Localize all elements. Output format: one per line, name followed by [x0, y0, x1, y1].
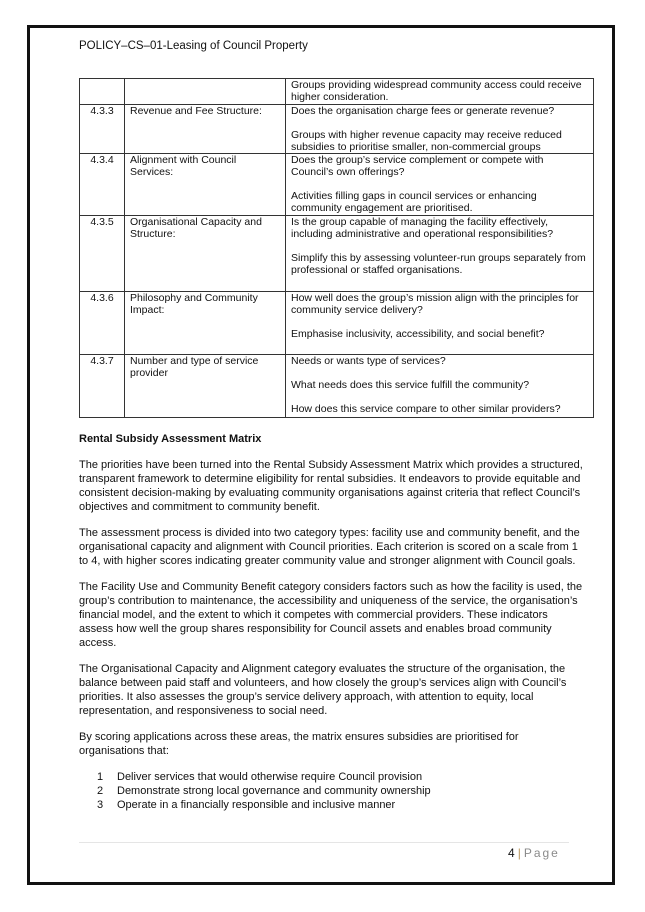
- paragraph: The Organisational Capacity and Alignment category evaluates the structure of the organisation, the balance between paid staff and volunteers, and how closely the group’s services align with Council’s priorities. It also assesses the group’s service delivery approach, with attention to equity, local representation, and responsiveness to social need.: [79, 663, 567, 717]
- row-description: [286, 216, 594, 292]
- list-text: Demonstrate strong local governance and community ownership: [117, 785, 431, 797]
- description-line: Activities filling gaps in council services or enhancing community engagement are prioritised.: [291, 190, 537, 214]
- row-number: [80, 79, 125, 105]
- row-description: [286, 355, 594, 418]
- description-line: Does the organisation charge fees or generate revenue?: [291, 105, 555, 117]
- description-line: Simplify this by assessing volunteer-run groups separately from professional or staffed organisations.: [291, 252, 586, 276]
- priority-list: [79, 770, 584, 812]
- row-number: 4.3.3: [80, 105, 125, 154]
- table-row: [80, 105, 594, 154]
- row-description: [286, 154, 594, 216]
- description-line: Is the group capable of managing the facility effectively, including administrative and operational responsibilities?: [291, 216, 554, 240]
- description-line: How well does the group’s mission align with the principles for community service delivery?: [291, 292, 579, 316]
- table-row: [80, 292, 594, 355]
- paragraph: The priorities have been turned into the Rental Subsidy Assessment Matrix which provides a structured, transparent framework to determine eligibility for rental subsidies. It endeavors to provide equitable and consistent decision-making by evaluating community organisations against criteria that reflect Council’s objectives and commitment to community benefit.: [79, 459, 583, 513]
- section-heading: Rental Subsidy Assessment Matrix: [79, 433, 262, 445]
- list-item: [79, 798, 584, 812]
- description-line: Needs or wants type of services?: [291, 355, 446, 367]
- row-number: 4.3.4: [80, 154, 125, 216]
- paragraph: The Facility Use and Community Benefit category considers factors such as how the facility is used, the group’s contribution to maintenance, the accessibility and uniqueness of the service, the organisation’s financial model, and the extent to which it competes with commercial providers. These indicators assess how well the group shares responsibility for Council assets and enables broad community access.: [79, 581, 583, 649]
- row-number: 4.3.6: [80, 292, 125, 355]
- paragraph: By scoring applications across these areas, the matrix ensures subsidies are prioritised for organisations that:: [79, 731, 519, 757]
- list-text: Deliver services that would otherwise require Council provision: [117, 771, 423, 783]
- page-number: 4: [508, 846, 515, 860]
- table-row: [80, 79, 594, 105]
- footer-divider: [79, 842, 569, 843]
- section-body: [79, 458, 584, 812]
- row-criterion: Revenue and Fee Structure:: [125, 105, 286, 154]
- table-row: [80, 355, 594, 418]
- row-number: 4.3.7: [80, 355, 125, 418]
- description-line: Groups providing widespread community access could receive higher consideration.: [291, 79, 582, 103]
- row-description: [286, 79, 594, 105]
- list-item: [79, 784, 584, 798]
- criteria-table: [79, 78, 594, 418]
- list-text: Operate in a financially responsible and inclusive manner: [117, 799, 396, 811]
- table-row: [80, 154, 594, 216]
- list-number: 3: [97, 799, 104, 811]
- paragraph: The assessment process is divided into two category types: facility use and community benefit, and the organisational capacity and alignment with Council priorities. Each criterion is scored on a scale from 1 to 4, with higher scores indicating greater community value and stronger alignment with Council goals.: [79, 527, 580, 567]
- description-line: How does this service compare to other similar providers?: [291, 403, 561, 415]
- table-row: [80, 216, 594, 292]
- description-line: Emphasise inclusivity, accessibility, and social benefit?: [291, 328, 545, 340]
- row-criterion: Number and type of service provider: [125, 355, 286, 418]
- row-criterion: Organisational Capacity and Structure:: [125, 216, 286, 292]
- page-separator: |: [517, 846, 521, 860]
- description-line: Groups with higher revenue capacity may receive reduced subsidies to prioritise smaller, non-commercial groups: [291, 129, 562, 153]
- description-line: Does the group’s service complement or compete with Council’s own offerings?: [291, 154, 544, 178]
- page-label: Page: [523, 846, 560, 860]
- list-number: 1: [97, 771, 104, 783]
- list-item: [79, 770, 584, 784]
- description-line: What needs does this service fulfill the community?: [291, 379, 530, 391]
- row-criterion: Philosophy and Community Impact:: [125, 292, 286, 355]
- page-footer: [508, 846, 560, 860]
- list-number: 2: [97, 785, 104, 797]
- row-number: 4.3.5: [80, 216, 125, 292]
- row-criterion: [125, 79, 286, 105]
- document-header-title: POLICY–CS–01-Leasing of Council Property: [79, 40, 308, 52]
- row-description: [286, 105, 594, 154]
- row-description: [286, 292, 594, 355]
- row-criterion: Alignment with Council Services:: [125, 154, 286, 216]
